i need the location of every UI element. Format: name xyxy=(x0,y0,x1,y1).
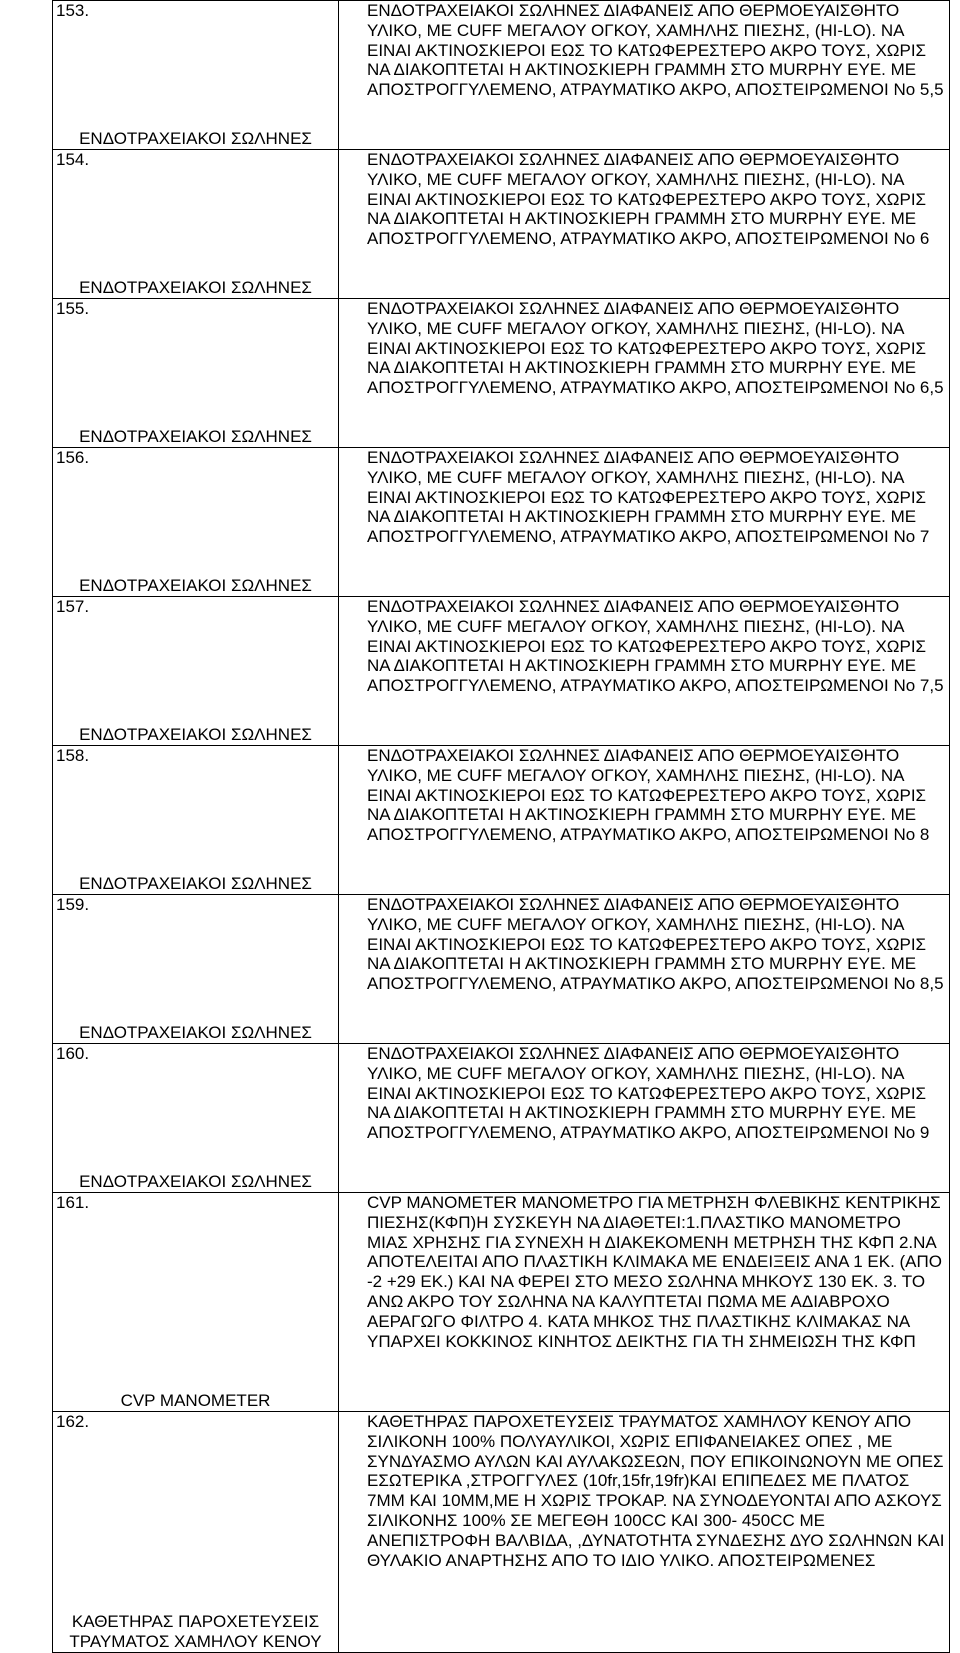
table-row xyxy=(53,448,950,597)
item-description-cell xyxy=(339,1412,950,1653)
item-name-cell xyxy=(53,746,339,895)
item-number: 162. xyxy=(56,1412,90,1431)
item-number: 161. xyxy=(56,1193,90,1212)
item-name: ΕΝΔΟΤΡΑΧΕΙΑΚΟΙ ΣΩΛΗΝΕΣ xyxy=(79,427,312,447)
item-name: ΕΝΔΟΤΡΑΧΕΙΑΚΟΙ ΣΩΛΗΝΕΣ xyxy=(79,1023,312,1043)
item-description: ΕΝΔΟΤΡΑΧΕΙΑΚΟΙ ΣΩΛΗΝΕΣ ΔΙΑΦΑΝΕΙΣ ΑΠΟ ΘΕΡΜΟΕΥΑΙΣΘΗΤΟ ΥΛΙΚΟ, ΜΕ CUFF ΜΕΓΑΛΟΥ ΟΓΚΟΥ, ΧΑΜΗΛΗΣ ΠΙΕΣΗΣ, (HI-LO). ΝΑ ΕΙΝΑΙ ΑΚΤΙΝΟΣΚΙΕΡΟΙ ΕΩΣ ΤΟ ΚΑΤΩΦΕΡΕΣΤΕΡΟ ΑΚΡΟ ΤΟΥΣ, ΧΩΡΙΣ ΝΑ ΔΙΑΚΟΠΤΕΤΑΙ Η ΑΚΤΙΝΟΣΚΙΕΡΗ ΓΡΑΜΜΗ ΣΤΟ MURPHY EYE. ΜΕ ΑΠΟΣΤΡΟΓΓΥΛΕΜΕΝΟ, ΑΤΡΑΥΜΑΤΙΚΟ ΑΚΡΟ, ΑΠΟΣΤΕΙΡΩΜΕΝΟΙ Νο 8 xyxy=(367,746,930,845)
item-name: ΕΝΔΟΤΡΑΧΕΙΑΚΟΙ ΣΩΛΗΝΕΣ xyxy=(79,725,312,745)
item-description: ΕΝΔΟΤΡΑΧΕΙΑΚΟΙ ΣΩΛΗΝΕΣ ΔΙΑΦΑΝΕΙΣ ΑΠΟ ΘΕΡΜΟΕΥΑΙΣΘΗΤΟ ΥΛΙΚΟ, ΜΕ CUFF ΜΕΓΑΛΟΥ ΟΓΚΟΥ, ΧΑΜΗΛΗΣ ΠΙΕΣΗΣ, (HI-LO). ΝΑ ΕΙΝΑΙ ΑΚΤΙΝΟΣΚΙΕΡΟΙ ΕΩΣ ΤΟ ΚΑΤΩΦΕΡΕΣΤΕΡΟ ΑΚΡΟ ΤΟΥΣ, ΧΩΡΙΣ ΝΑ ΔΙΑΚΟΠΤΕΤΑΙ Η ΑΚΤΙΝΟΣΚΙΕΡΗ ΓΡΑΜΜΗ ΣΤΟ MURPHY EYE. ΜΕ ΑΠΟΣΤΡΟΓΓΥΛΕΜΕΝΟ, ΑΤΡΑΥΜΑΤΙΚΟ ΑΚΡΟ, ΑΠΟΣΤΕΙΡΩΜΕΝΟΙ Νο 7 xyxy=(367,448,930,547)
table-row xyxy=(53,299,950,448)
item-description: ΕΝΔΟΤΡΑΧΕΙΑΚΟΙ ΣΩΛΗΝΕΣ ΔΙΑΦΑΝΕΙΣ ΑΠΟ ΘΕΡΜΟΕΥΑΙΣΘΗΤΟ ΥΛΙΚΟ, ΜΕ CUFF ΜΕΓΑΛΟΥ ΟΓΚΟΥ, ΧΑΜΗΛΗΣ ΠΙΕΣΗΣ, (HI-LO). ΝΑ ΕΙΝΑΙ ΑΚΤΙΝΟΣΚΙΕΡΟΙ ΕΩΣ ΤΟ ΚΑΤΩΦΕΡΕΣΤΕΡΟ ΑΚΡΟ ΤΟΥΣ, ΧΩΡΙΣ ΝΑ ΔΙΑΚΟΠΤΕΤΑΙ Η ΑΚΤΙΝΟΣΚΙΕΡΗ ΓΡΑΜΜΗ ΣΤΟ MURPHY EYE. ΜΕ ΑΠΟΣΤΡΟΓΓΥΛΕΜΕΝΟ, ΑΤΡΑΥΜΑΤΙΚΟ ΑΚΡΟ, ΑΠΟΣΤΕΙΡΩΜΕΝΟΙ Νο 8,5 xyxy=(367,895,944,994)
item-name-cell xyxy=(53,1044,339,1193)
item-description-cell xyxy=(339,1193,950,1412)
item-name-cell xyxy=(53,895,339,1044)
table-row xyxy=(53,1193,950,1412)
item-description: ΕΝΔΟΤΡΑΧΕΙΑΚΟΙ ΣΩΛΗΝΕΣ ΔΙΑΦΑΝΕΙΣ ΑΠΟ ΘΕΡΜΟΕΥΑΙΣΘΗΤΟ ΥΛΙΚΟ, ΜΕ CUFF ΜΕΓΑΛΟΥ ΟΓΚΟΥ, ΧΑΜΗΛΗΣ ΠΙΕΣΗΣ, (HI-LO). ΝΑ ΕΙΝΑΙ ΑΚΤΙΝΟΣΚΙΕΡΟΙ ΕΩΣ ΤΟ ΚΑΤΩΦΕΡΕΣΤΕΡΟ ΑΚΡΟ ΤΟΥΣ, ΧΩΡΙΣ ΝΑ ΔΙΑΚΟΠΤΕΤΑΙ Η ΑΚΤΙΝΟΣΚΙΕΡΗ ΓΡΑΜΜΗ ΣΤΟ MURPHY EYE. ΜΕ ΑΠΟΣΤΡΟΓΓΥΛΕΜΕΝΟ, ΑΤΡΑΥΜΑΤΙΚΟ ΑΚΡΟ, ΑΠΟΣΤΕΙΡΩΜΕΝΟΙ Νο 9 xyxy=(367,1044,930,1143)
item-description-cell xyxy=(339,299,950,448)
item-number: 159. xyxy=(56,895,90,914)
item-number: 156. xyxy=(56,448,90,467)
item-name-cell xyxy=(53,448,339,597)
table-row xyxy=(53,150,950,299)
item-name: ΕΝΔΟΤΡΑΧΕΙΑΚΟΙ ΣΩΛΗΝΕΣ xyxy=(79,874,312,894)
item-name-cell xyxy=(53,299,339,448)
item-name: CVP MANOMETER xyxy=(120,1391,271,1411)
item-name-cell xyxy=(53,1193,339,1412)
item-number: 158. xyxy=(56,746,90,765)
item-name: ΕΝΔΟΤΡΑΧΕΙΑΚΟΙ ΣΩΛΗΝΕΣ xyxy=(79,1172,312,1192)
item-number: 153. xyxy=(56,1,90,20)
item-description-cell xyxy=(339,597,950,746)
item-number: 154. xyxy=(56,150,90,169)
item-name-cell xyxy=(53,597,339,746)
item-name-cell xyxy=(53,1,339,150)
specifications-table xyxy=(52,0,950,1653)
table-row xyxy=(53,895,950,1044)
item-description: ΕΝΔΟΤΡΑΧΕΙΑΚΟΙ ΣΩΛΗΝΕΣ ΔΙΑΦΑΝΕΙΣ ΑΠΟ ΘΕΡΜΟΕΥΑΙΣΘΗΤΟ ΥΛΙΚΟ, ΜΕ CUFF ΜΕΓΑΛΟΥ ΟΓΚΟΥ, ΧΑΜΗΛΗΣ ΠΙΕΣΗΣ, (HI-LO). ΝΑ ΕΙΝΑΙ ΑΚΤΙΝΟΣΚΙΕΡΟΙ ΕΩΣ ΤΟ ΚΑΤΩΦΕΡΕΣΤΕΡΟ ΑΚΡΟ ΤΟΥΣ, ΧΩΡΙΣ ΝΑ ΔΙΑΚΟΠΤΕΤΑΙ Η ΑΚΤΙΝΟΣΚΙΕΡΗ ΓΡΑΜΜΗ ΣΤΟ MURPHY EYE. ΜΕ ΑΠΟΣΤΡΟΓΓΥΛΕΜΕΝΟ, ΑΤΡΑΥΜΑΤΙΚΟ ΑΚΡΟ, ΑΠΟΣΤΕΙΡΩΜΕΝΟΙ Νο 7,5 xyxy=(367,597,944,696)
item-name-cell xyxy=(53,150,339,299)
item-description-cell xyxy=(339,746,950,895)
item-name: ΚΑΘΕΤΗΡΑΣ ΠΑΡΟΧΕΤΕΥΣΕΙΣ ΤΡΑΥΜΑΤΟΣ ΧΑΜΗΛΟΥ ΚΕΝΟΥ xyxy=(69,1612,322,1652)
table-row xyxy=(53,1044,950,1193)
table-row xyxy=(53,597,950,746)
table-row xyxy=(53,1412,950,1653)
item-description: ΕΝΔΟΤΡΑΧΕΙΑΚΟΙ ΣΩΛΗΝΕΣ ΔΙΑΦΑΝΕΙΣ ΑΠΟ ΘΕΡΜΟΕΥΑΙΣΘΗΤΟ ΥΛΙΚΟ, ΜΕ CUFF ΜΕΓΑΛΟΥ ΟΓΚΟΥ, ΧΑΜΗΛΗΣ ΠΙΕΣΗΣ, (HI-LO). ΝΑ ΕΙΝΑΙ ΑΚΤΙΝΟΣΚΙΕΡΟΙ ΕΩΣ ΤΟ ΚΑΤΩΦΕΡΕΣΤΕΡΟ ΑΚΡΟ ΤΟΥΣ, ΧΩΡΙΣ ΝΑ ΔΙΑΚΟΠΤΕΤΑΙ Η ΑΚΤΙΝΟΣΚΙΕΡΗ ΓΡΑΜΜΗ ΣΤΟ MURPHY EYE. ΜΕ ΑΠΟΣΤΡΟΓΓΥΛΕΜΕΝΟ, ΑΤΡΑΥΜΑΤΙΚΟ ΑΚΡΟ, ΑΠΟΣΤΕΙΡΩΜΕΝΟΙ Νο 5,5 xyxy=(367,1,944,100)
item-name-cell xyxy=(53,1412,339,1653)
item-description: CVP MANOMETER ΜΑΝΟΜΕΤΡΟ ΓΙΑ ΜΕΤΡΗΣΗ ΦΛΕΒΙΚΗΣ ΚΕΝΤΡΙΚΗΣ ΠΙΕΣΗΣ(ΚΦΠ)Η ΣΥΣΚΕΥΗ ΝΑ ΔΙΑΘΕΤΕΙ:1.ΠΛΑΣΤΙΚΟ ΜΑΝΟΜΕΤΡΟ ΜΙΑΣ ΧΡΗΣΗΣ ΓΙΑ ΣΥΝΕΧΗ Η ΔΙΑΚΕΚΟΜΕΝΗ ΜΕΤΡΗΣΗ ΤΗΣ ΚΦΠ 2.ΝΑ ΑΠΟΤΕΛΕΙΤΑΙ ΑΠΟ ΠΛΑΣΤΙΚΗ ΚΛΙΜΑΚΑ ΜΕ ΕΝΔΕΙΞΕΙΣ ΑΝΑ 1 ΕΚ. (ΑΠΟ -2 +29 ΕΚ.) ΚΑΙ ΝΑ ΦΕΡΕΙ ΣΤΟ ΜΕΣΟ ΣΩΛΗΝΑ ΜΗΚΟΥΣ 130 ΕΚ. 3. ΤΟ ΑΝΩ ΑΚΡΟ ΤΟΥ ΣΩΛΗΝΑ ΝΑ ΚΑΛΥΠΤΕΤΑΙ ΠΩΜΑ ΜΕ ΑΔΙΑΒΡΟΧΟ ΑΕΡΑΓΩΓΟ ΦΙΛΤΡΟ 4. ΚΑΤΑ ΜΗΚΟΣ ΤΗΣ ΠΛΑΣΤΙΚΗΣ ΚΛΙΜΑΚΑΣ ΝΑ ΥΠΑΡΧΕΙ ΚΟΚΚΙΝΟΣ ΚΙΝΗΤΟΣ ΔΕΙΚΤΗΣ ΓΙΑ ΤΗ ΣΗΜΕΙΩΣΗ ΤΗΣ ΚΦΠ xyxy=(367,1193,943,1351)
item-name: ΕΝΔΟΤΡΑΧΕΙΑΚΟΙ ΣΩΛΗΝΕΣ xyxy=(79,278,312,298)
item-description-cell xyxy=(339,150,950,299)
item-number: 160. xyxy=(56,1044,90,1063)
table-row xyxy=(53,1,950,150)
item-description-cell xyxy=(339,1,950,150)
table-row xyxy=(53,746,950,895)
item-number: 155. xyxy=(56,299,90,318)
item-description: ΕΝΔΟΤΡΑΧΕΙΑΚΟΙ ΣΩΛΗΝΕΣ ΔΙΑΦΑΝΕΙΣ ΑΠΟ ΘΕΡΜΟΕΥΑΙΣΘΗΤΟ ΥΛΙΚΟ, ΜΕ CUFF ΜΕΓΑΛΟΥ ΟΓΚΟΥ, ΧΑΜΗΛΗΣ ΠΙΕΣΗΣ, (HI-LO). ΝΑ ΕΙΝΑΙ ΑΚΤΙΝΟΣΚΙΕΡΟΙ ΕΩΣ ΤΟ ΚΑΤΩΦΕΡΕΣΤΕΡΟ ΑΚΡΟ ΤΟΥΣ, ΧΩΡΙΣ ΝΑ ΔΙΑΚΟΠΤΕΤΑΙ Η ΑΚΤΙΝΟΣΚΙΕΡΗ ΓΡΑΜΜΗ ΣΤΟ MURPHY EYE. ΜΕ ΑΠΟΣΤΡΟΓΓΥΛΕΜΕΝΟ, ΑΤΡΑΥΜΑΤΙΚΟ ΑΚΡΟ, ΑΠΟΣΤΕΙΡΩΜΕΝΟΙ Νο 6 xyxy=(367,150,930,249)
item-description-cell xyxy=(339,1044,950,1193)
item-description: ΕΝΔΟΤΡΑΧΕΙΑΚΟΙ ΣΩΛΗΝΕΣ ΔΙΑΦΑΝΕΙΣ ΑΠΟ ΘΕΡΜΟΕΥΑΙΣΘΗΤΟ ΥΛΙΚΟ, ΜΕ CUFF ΜΕΓΑΛΟΥ ΟΓΚΟΥ, ΧΑΜΗΛΗΣ ΠΙΕΣΗΣ, (HI-LO). ΝΑ ΕΙΝΑΙ ΑΚΤΙΝΟΣΚΙΕΡΟΙ ΕΩΣ ΤΟ ΚΑΤΩΦΕΡΕΣΤΕΡΟ ΑΚΡΟ ΤΟΥΣ, ΧΩΡΙΣ ΝΑ ΔΙΑΚΟΠΤΕΤΑΙ Η ΑΚΤΙΝΟΣΚΙΕΡΗ ΓΡΑΜΜΗ ΣΤΟ MURPHY EYE. ΜΕ ΑΠΟΣΤΡΟΓΓΥΛΕΜΕΝΟ, ΑΤΡΑΥΜΑΤΙΚΟ ΑΚΡΟ, ΑΠΟΣΤΕΙΡΩΜΕΝΟΙ Νο 6,5 xyxy=(367,299,944,398)
item-name: ΕΝΔΟΤΡΑΧΕΙΑΚΟΙ ΣΩΛΗΝΕΣ xyxy=(79,576,312,596)
item-description-cell xyxy=(339,895,950,1044)
item-name: ΕΝΔΟΤΡΑΧΕΙΑΚΟΙ ΣΩΛΗΝΕΣ xyxy=(79,129,312,149)
item-number: 157. xyxy=(56,597,90,616)
item-description-cell xyxy=(339,448,950,597)
item-description: ΚΑΘΕΤΗΡΑΣ ΠΑΡΟΧΕΤΕΥΣΕΙΣ ΤΡΑΥΜΑΤΟΣ ΧΑΜΗΛΟΥ ΚΕΝΟΥ ΑΠΟ ΣΙΛΙΚΟΝΗ 100% ΠΟΛΥΑΥΛΙΚΟΙ, ΧΩΡΙΣ ΕΠΙΦΑΝΕΙΑΚΕΣ ΟΠΕΣ , ΜΕ ΣΥΝΔΥΑΣΜΟ ΑΥΛΩΝ ΚΑΙ ΑΥΛΑΚΩΣΕΩΝ, ΠΟΥ ΕΠΙΚΟΙΝΩΝΟΥΝ ΜΕ ΟΠΕΣ ΕΣΩΤΕΡΙΚΑ ,ΣΤΡΟΓΓΥΛΕΣ (10fr,15fr,19fr)ΚΑΙ ΕΠΙΠΕΔΕΣ ΜΕ ΠΛΑΤΟΣ 7ΜΜ ΚΑΙ 10ΜΜ,ΜΕ Η ΧΩΡΙΣ ΤΡΟΚΑΡ. ΝΑ ΣΥΝΟΔΕΥΟΝΤΑΙ ΑΠΟ ΑΣΚΟΥΣ ΣΙΛΙΚΟΝΗΣ 100% ΣΕ ΜΕΓΕΘΗ 100CC ΚΑΙ 300- 450CC ΜΕ ΑΝΕΠΙΣΤΡΟΦΗ ΒΑΛΒΙΔΑ, ,ΔΥΝΑΤΟΤΗΤΑ ΣΥΝΔΕΣΗΣ ΔΥΟ ΣΩΛΗΝΩΝ ΚΑΙ ΘΥΛΑΚΙΟ ΑΝΑΡΤΗΣΗΣ ΑΠΟ ΤΟ ΙΔΙΟ ΥΛΙΚΟ. ΑΠΟΣΤΕΙΡΩΜΕΝΕΣ xyxy=(367,1412,945,1570)
